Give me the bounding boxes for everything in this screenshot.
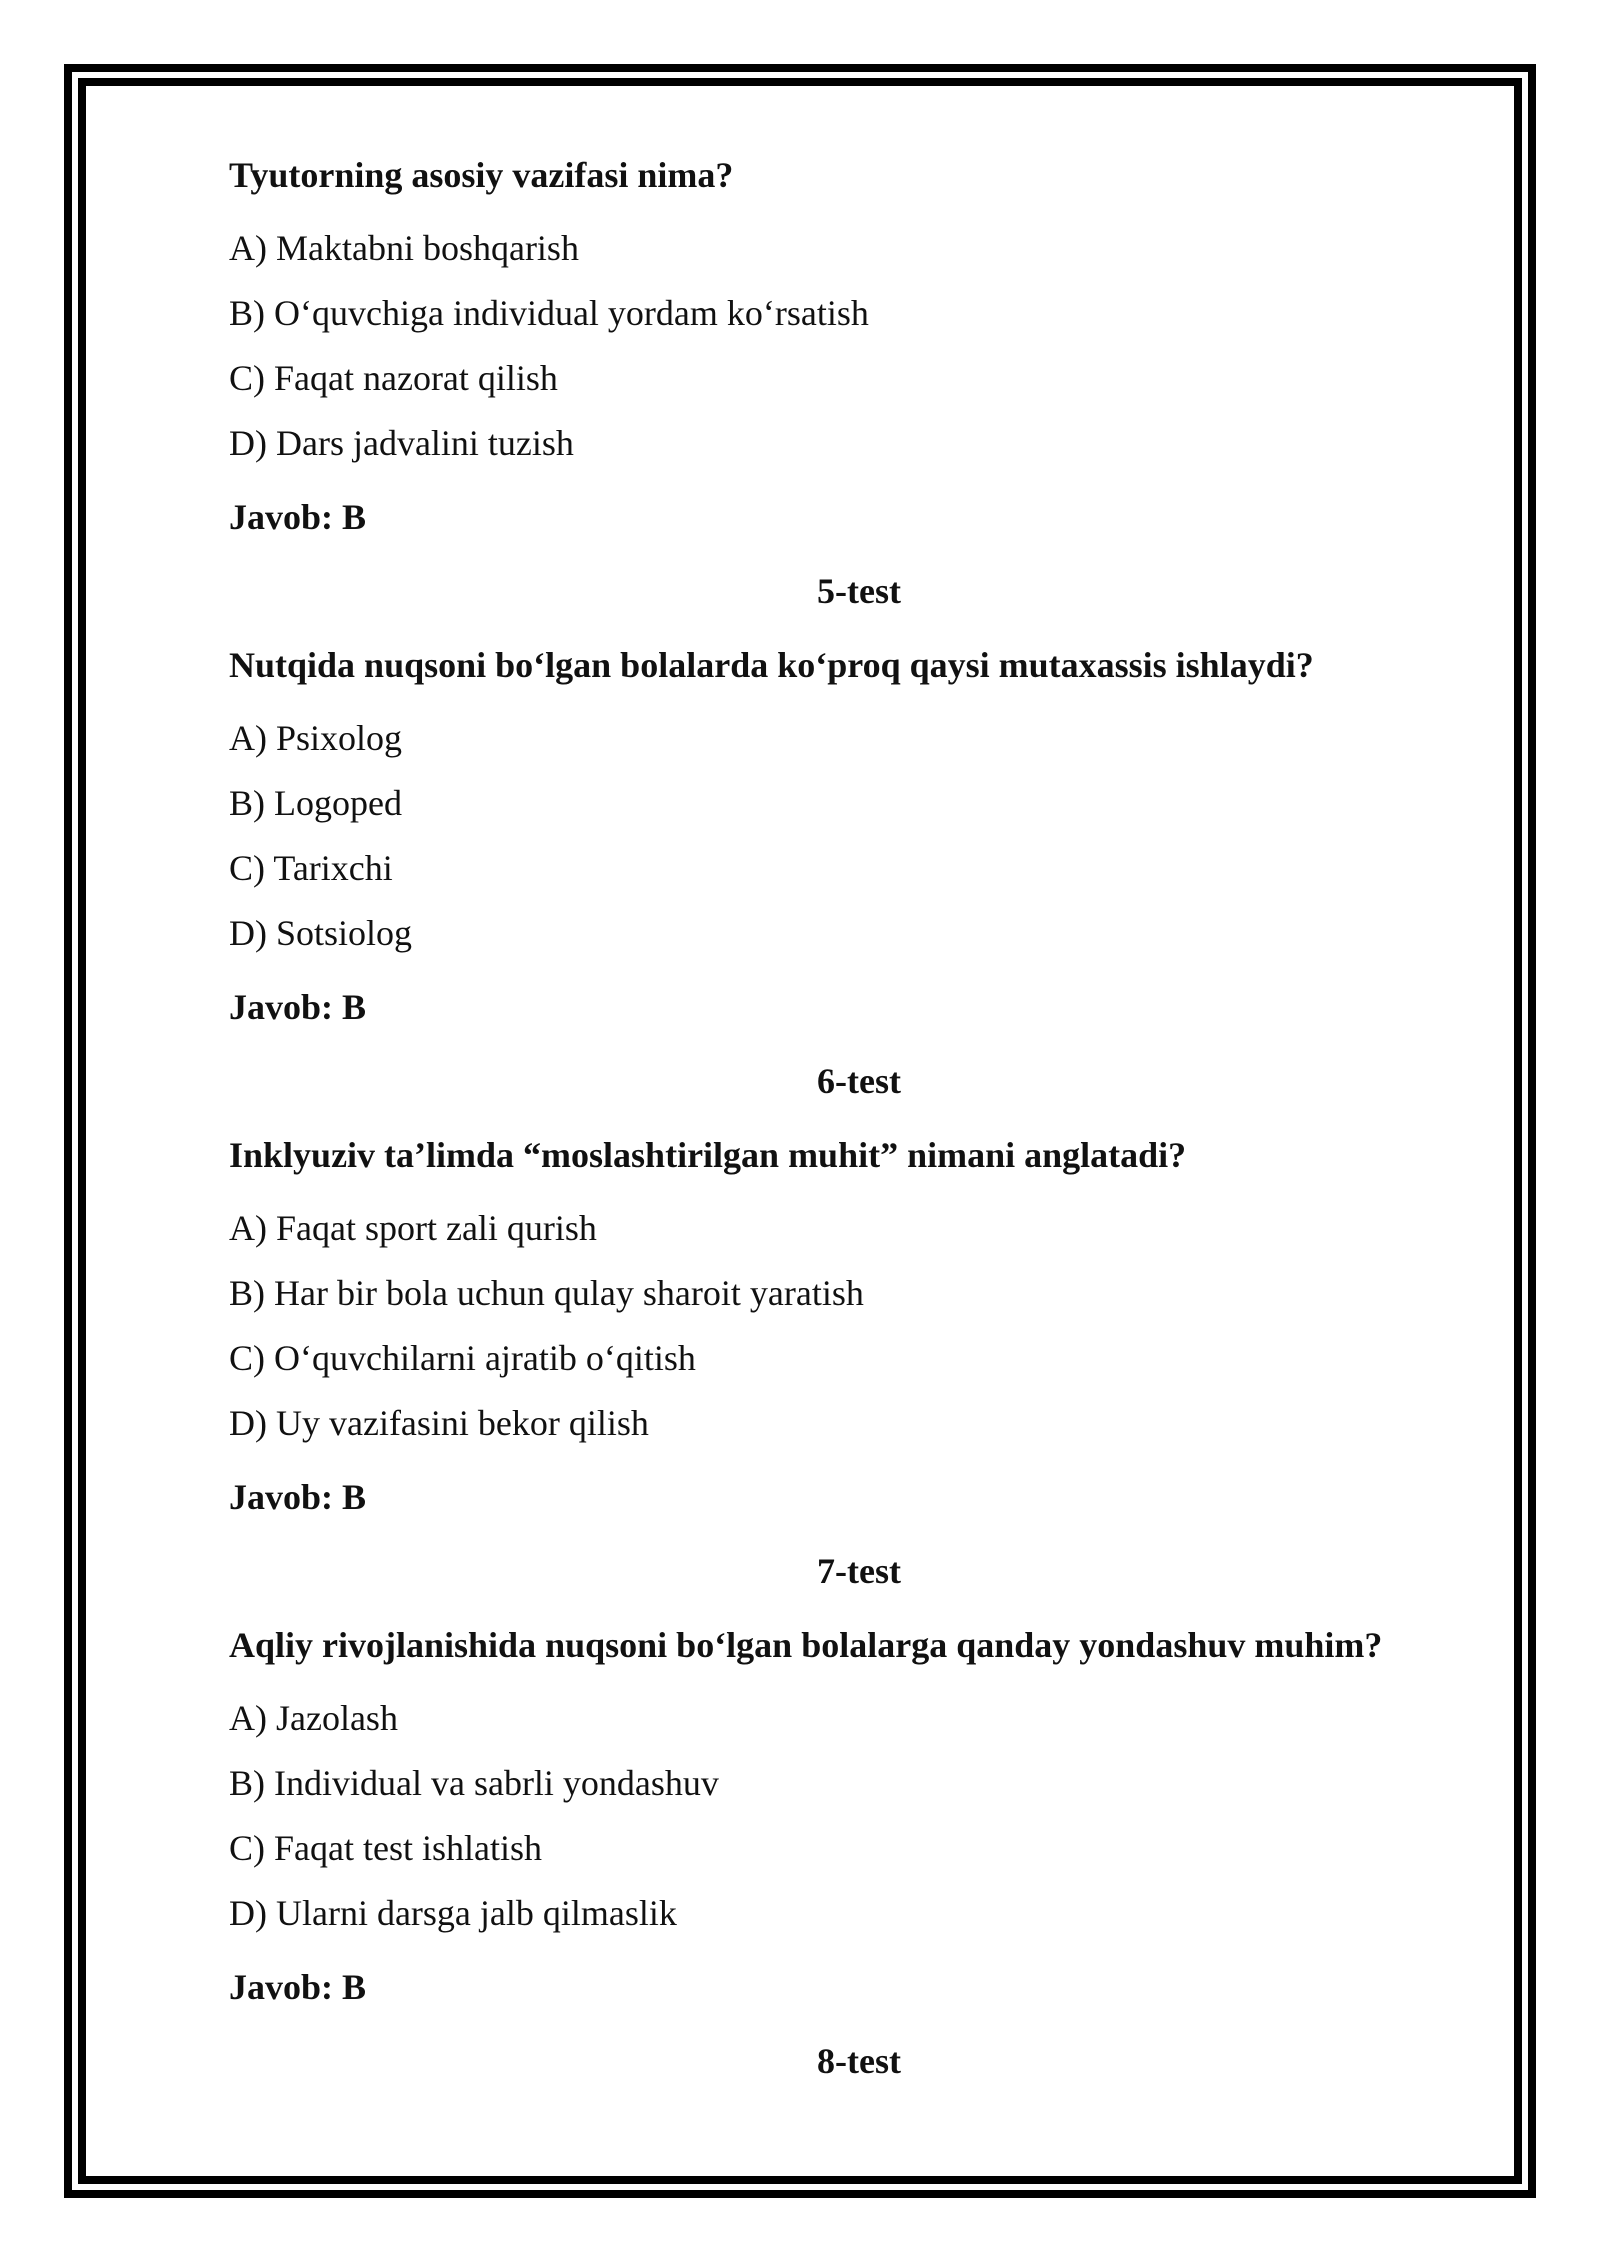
option-c: C) Faqat test ishlatish <box>229 1828 542 1868</box>
question-text: Aqliy rivojlanishida nuqsoni bo‘lgan bolalarga qanday yondashuv muhim? <box>229 1625 1383 1665</box>
answer-line: Javob: B <box>229 497 367 537</box>
test-heading: 8-test <box>817 2041 901 2081</box>
option-a: A) Faqat sport zali qurish <box>229 1208 597 1248</box>
answer-line: Javob: B <box>229 1477 367 1517</box>
option-b: B) Individual va sabrli yondashuv <box>229 1763 719 1803</box>
option-c: C) Faqat nazorat qilish <box>229 358 558 398</box>
test-heading: 5-test <box>817 571 901 611</box>
option-c: C) O‘quvchilarni ajratib o‘qitish <box>229 1338 696 1378</box>
option-d: D) Sotsiolog <box>229 913 413 953</box>
question-text: Nutqida nuqsoni bo‘lgan bolalarda ko‘proq qaysi mutaxassis ishlaydi? <box>229 645 1314 685</box>
option-d: D) Dars jadvalini tuzish <box>229 423 574 463</box>
test-heading: 7-test <box>817 1551 901 1591</box>
option-a: A) Psixolog <box>229 718 403 758</box>
answer-line: Javob: B <box>229 1967 367 2007</box>
option-c: C) Tarixchi <box>229 848 393 888</box>
option-b: B) Har bir bola uchun qulay sharoit yaratish <box>229 1273 864 1313</box>
test-heading: 6-test <box>817 1061 901 1101</box>
question-text: Inklyuziv ta’limda “moslashtirilgan muhit” nimani anglatadi? <box>229 1135 1187 1175</box>
question-text: Tyutorning asosiy vazifasi nima? <box>229 155 734 195</box>
option-a: A) Maktabni boshqarish <box>229 228 579 268</box>
option-d: D) Ularni darsga jalb qilmaslik <box>229 1893 677 1933</box>
option-b: B) O‘quvchiga individual yordam ko‘rsatish <box>229 293 869 333</box>
option-b: B) Logoped <box>229 783 402 823</box>
answer-line: Javob: B <box>229 987 367 1027</box>
option-a: A) Jazolash <box>229 1698 398 1738</box>
option-d: D) Uy vazifasini bekor qilish <box>229 1403 649 1443</box>
